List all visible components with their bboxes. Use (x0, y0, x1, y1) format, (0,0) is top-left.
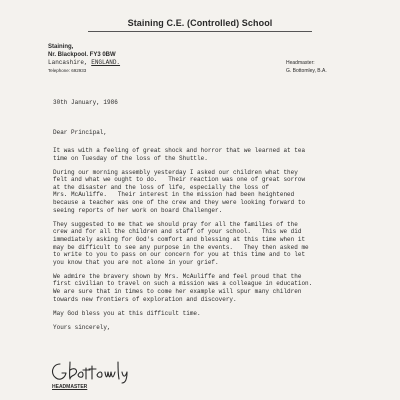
headmaster-title: Headmaster: (286, 60, 315, 66)
address-line-2: Nr. Blackpool. FY3 0BW (48, 52, 116, 58)
school-name: Staining C.E. (Controlled) School (127, 18, 273, 28)
paragraph: During our morning assembly yesterday I asked our children what they felt and what we ought to do. Their reaction was one of great sorrow at the disaster and the loss of life, especially the loss of Mrs. McAuliffe. Their interest in the mission had been heightened because a teacher was one of the crew and they were looking forward to seeing reports of her work on board Challenger. (53, 168, 306, 214)
paragraph: We admire the bravery shown by Mrs. McAuliffe and feel proud that the first civilian to travel on such a mission was a colleague in education. We are sure that in times to come her example will spur many children towards new frontiers of exploration and discovery. (53, 272, 313, 303)
address-line-1: Staining, (48, 44, 74, 50)
paragraph: May God bless you at this difficult time. (53, 309, 201, 317)
headmaster-name: G. Bottomley, B.A. (286, 68, 327, 74)
paragraph: It was with a feeling of great shock and horror that we learned at tea time on Tuesday of the loss of the Shuttle. (53, 147, 306, 162)
school-address (48, 43, 120, 75)
address-line-3 (48, 59, 120, 67)
signature-title: HEADMASTER (52, 384, 88, 390)
address-town: Lancashire, (48, 59, 88, 66)
headmaster-block (286, 59, 356, 75)
handwritten-signature (48, 358, 148, 384)
letterhead-rule (88, 31, 312, 32)
closing: Yours sincerely, (53, 323, 111, 331)
paragraph: They suggested to me that we should pray for all the families of the crew and for all the children and staff of your school. This we did immediately asking for God's comfort and blessing at this time when it may be difficult to see any purpose in the events. They then asked me to write to you to pass on our concern for you at this time and to let you know that you are not alone in your grief. (53, 220, 309, 266)
telephone: Telephone: 692933 (48, 68, 87, 73)
address-county: ENGLAND. (91, 59, 121, 66)
letter-body (53, 147, 373, 338)
letter-date: 30th January, 1986 (53, 99, 118, 106)
salutation: Dear Principal, (53, 129, 108, 136)
